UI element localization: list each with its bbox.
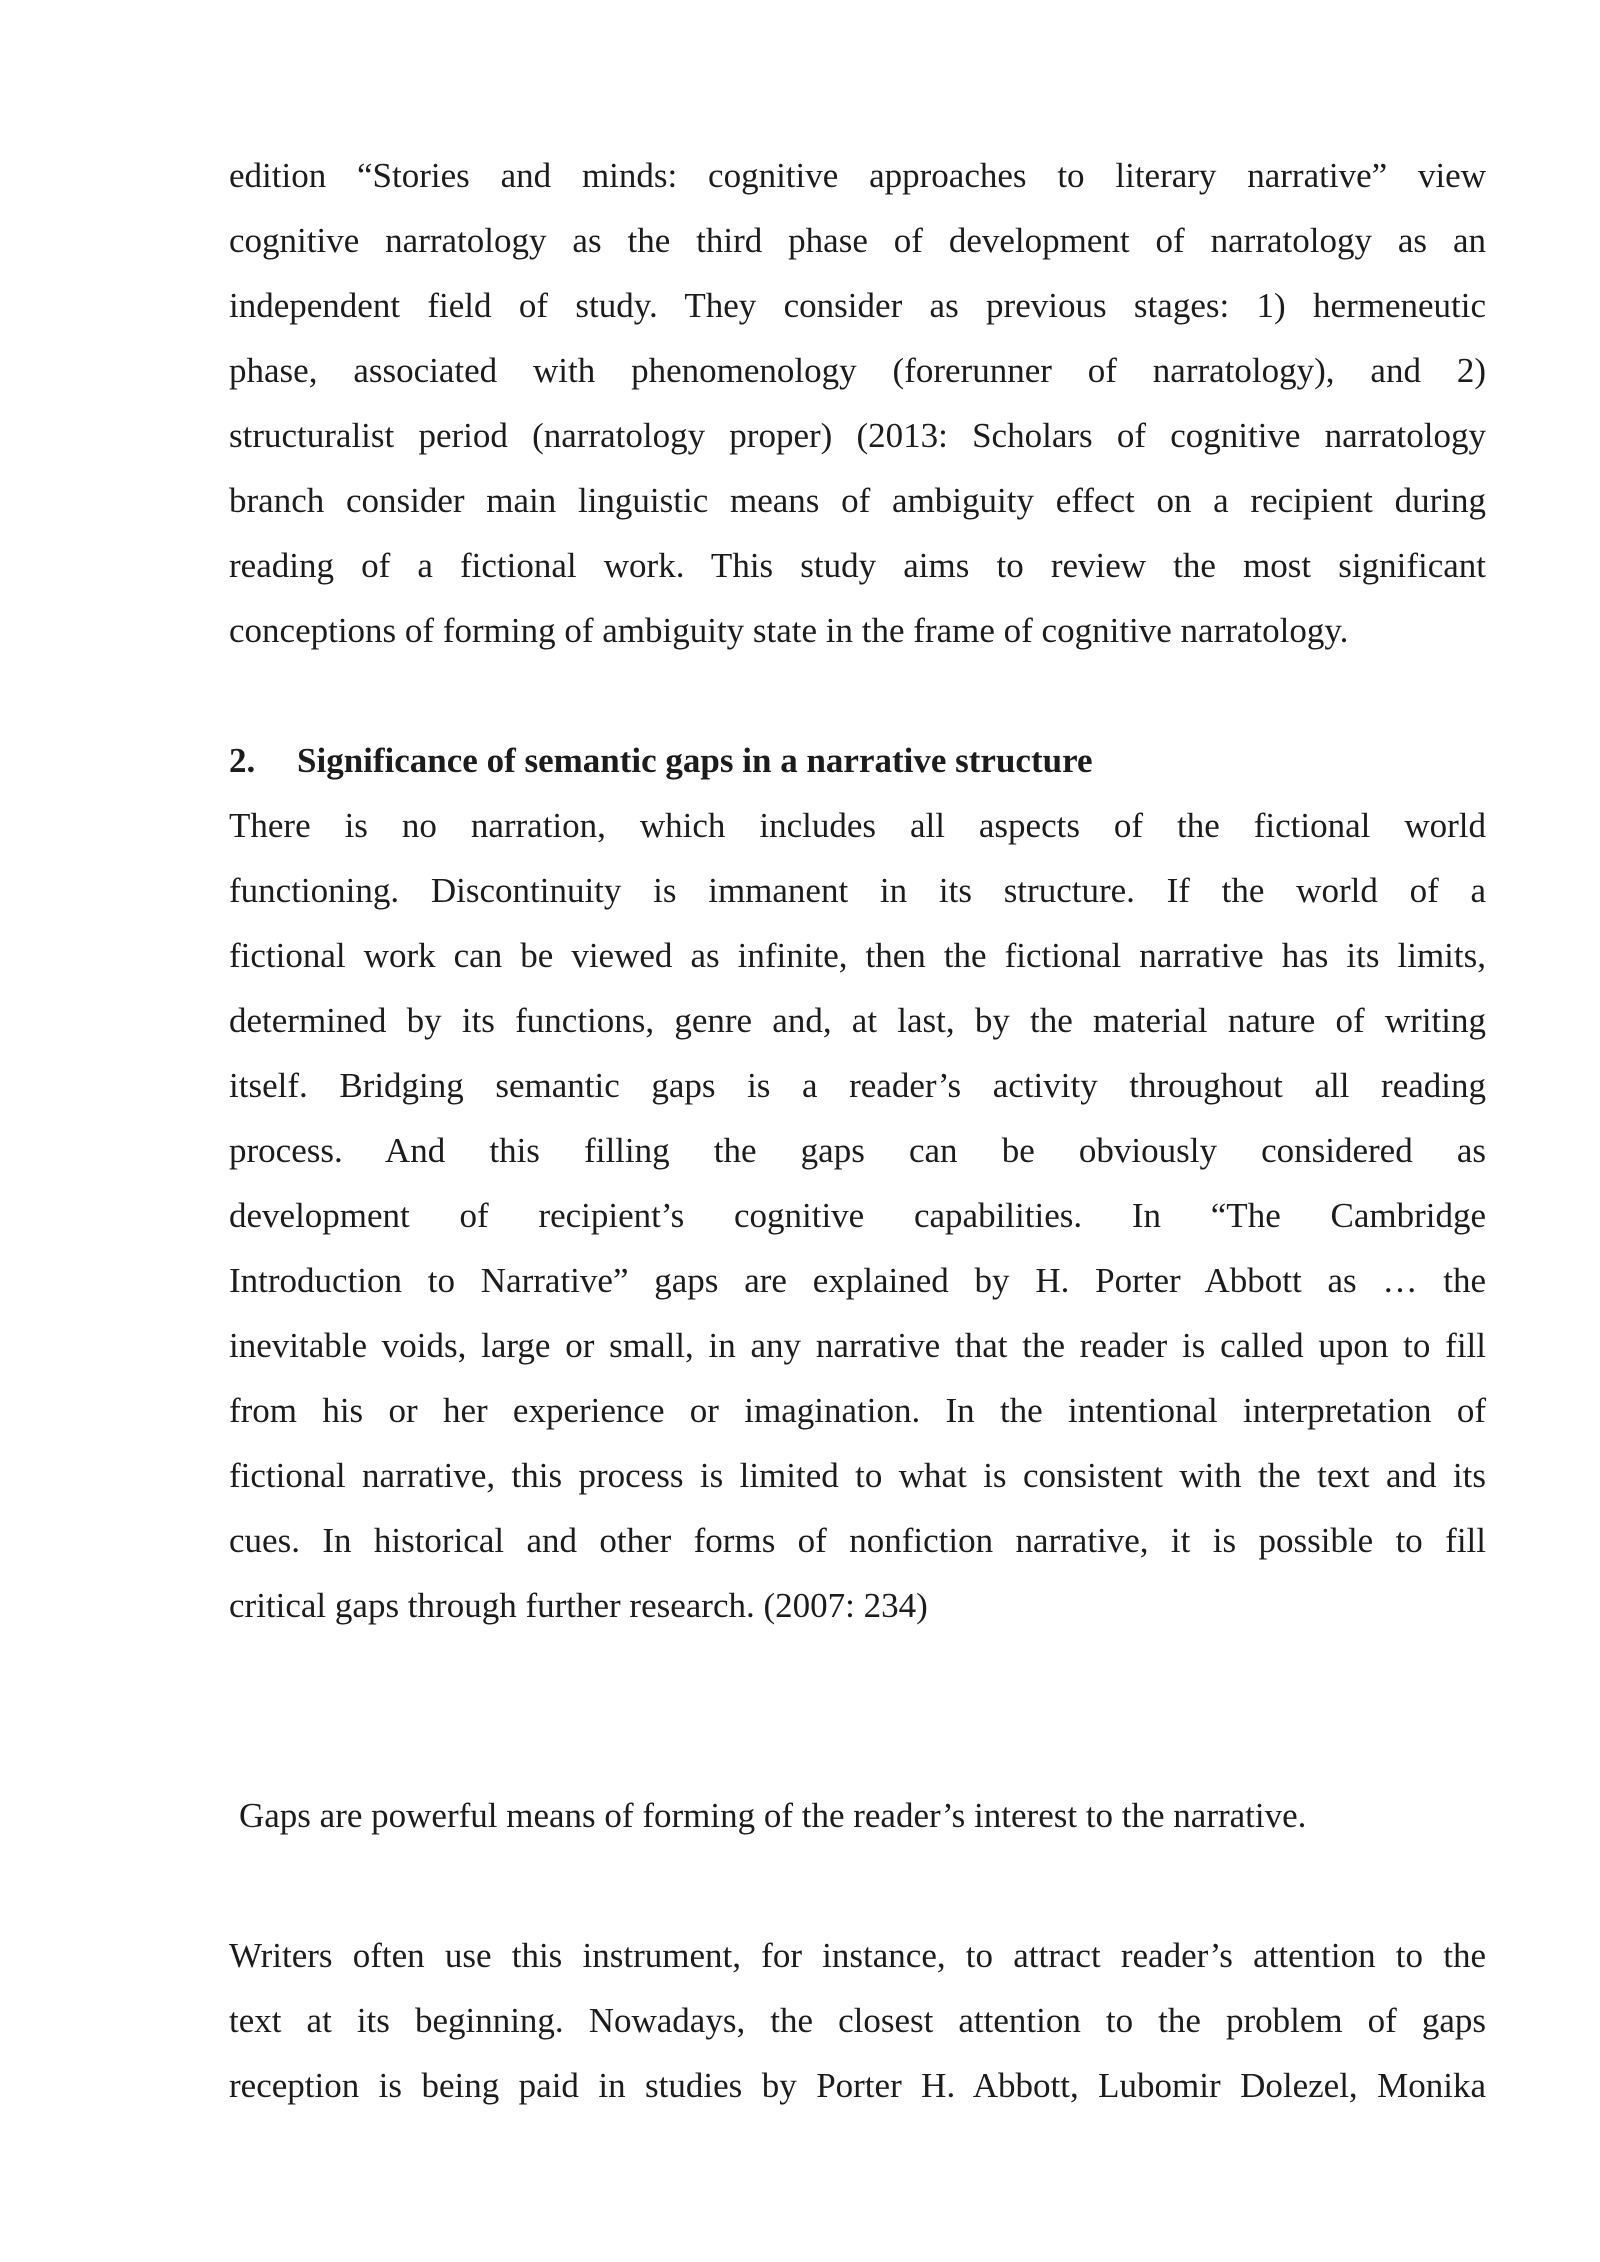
paragraph-line: reception is being paid in studies by Porter H. Abbott, Lubomir Dolezel, Monika	[229, 2066, 1486, 2105]
section-number: 2.	[229, 741, 256, 780]
section-heading	[229, 728, 1093, 793]
paragraph-line: cues. In historical and other forms of nonfiction narrative, it is possible to fill	[229, 1521, 1486, 1560]
paragraph-line: independent field of study. They consider as previous stages: 1) hermeneutic	[229, 286, 1486, 325]
paragraph-line: fictional narrative, this process is limited to what is consistent with the text and its	[229, 1456, 1486, 1495]
section-title: Significance of semantic gaps in a narrative structure	[297, 741, 1093, 780]
paragraph-line: There is no narration, which includes all aspects of the fictional world	[229, 806, 1486, 845]
paragraph-line: determined by its functions, genre and, at last, by the material nature of writing	[229, 1001, 1486, 1040]
paragraph-line: cognitive narratology as the third phase of development of narratology as an	[229, 221, 1486, 260]
paragraph-line: edition “Stories and minds: cognitive approaches to literary narrative” view	[229, 156, 1486, 195]
paragraph-writers-instrument	[229, 1923, 1486, 2118]
paragraph-line: process. And this filling the gaps can be obviously considered as	[229, 1131, 1486, 1170]
paragraph-line: conceptions of forming of ambiguity state in the frame of cognitive narratology.	[229, 611, 1349, 650]
paragraph-semantic-gaps	[229, 793, 1486, 1638]
paragraph-line: fictional work can be viewed as infinite, then the fictional narrative has its limits,	[229, 936, 1486, 975]
paragraph-line: from his or her experience or imagination. In the intentional interpretation of	[229, 1391, 1486, 1430]
paragraph-line: text at its beginning. Nowadays, the closest attention to the problem of gaps	[229, 2001, 1486, 2040]
paragraph-line: reading of a fictional work. This study aims to review the most significant	[229, 546, 1486, 585]
paragraph-line: critical gaps through further research. (2007: 234)	[229, 1586, 928, 1625]
paragraph-line: inevitable voids, large or small, in any narrative that the reader is called upon to fill	[229, 1326, 1486, 1365]
paragraph-line: phase, associated with phenomenology (forerunner of narratology), and 2)	[229, 351, 1486, 390]
paragraph-line: development of recipient’s cognitive capabilities. In “The Cambridge	[229, 1196, 1486, 1235]
paragraph-line: Introduction to Narrative” gaps are explained by H. Porter Abbott as … the	[229, 1261, 1486, 1300]
paragraph-line: functioning. Discontinuity is immanent in its structure. If the world of a	[229, 871, 1486, 910]
paragraph-cognitive-narratology	[229, 143, 1486, 663]
paragraph-line: branch consider main linguistic means of ambiguity effect on a recipient during	[229, 481, 1486, 520]
paragraph-line: Writers often use this instrument, for instance, to attract reader’s attention to the	[229, 1936, 1486, 1975]
paragraph-line: itself. Bridging semantic gaps is a reader’s activity throughout all reading	[229, 1066, 1486, 1105]
paragraph-gaps-interest: Gaps are powerful means of forming of the reader’s interest to the narrative.	[239, 1796, 1307, 1835]
paragraph-line: structuralist period (narratology proper) (2013: Scholars of cognitive narratology	[229, 416, 1486, 455]
